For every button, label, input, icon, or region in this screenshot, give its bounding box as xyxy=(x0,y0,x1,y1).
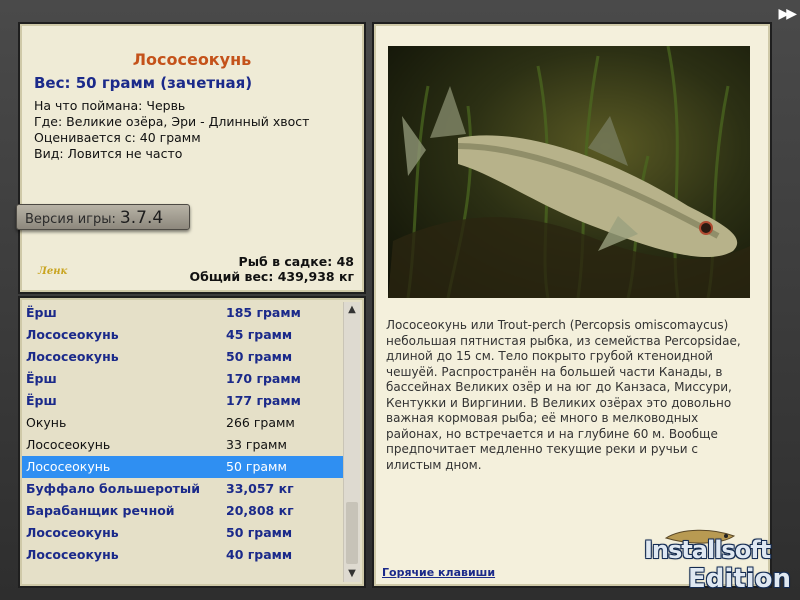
list-item-weight: 185 грамм xyxy=(226,305,301,320)
list-item[interactable] xyxy=(22,324,344,346)
catch-list-panel xyxy=(18,296,366,588)
list-item-name: Окунь xyxy=(26,415,67,430)
fish-info-panel xyxy=(18,22,366,294)
list-item[interactable] xyxy=(22,412,344,434)
list-item-name: Лососеокунь xyxy=(26,459,111,474)
fish-detail-panel xyxy=(372,22,772,588)
total-weight: Общий вес: 439,938 кг xyxy=(189,269,354,284)
list-item-name: Лососеокунь xyxy=(26,327,119,342)
fish-photo xyxy=(388,46,750,298)
caught-on: На что поймана: Червь xyxy=(34,98,186,113)
installsoft-logo xyxy=(632,524,800,600)
list-item-name: Ёрш xyxy=(26,371,57,386)
list-item-name: Лососеокунь xyxy=(26,547,119,562)
list-item-name: Лососеокунь xyxy=(26,437,111,452)
mini-logo: Ленк xyxy=(38,266,68,277)
catch-list xyxy=(22,302,344,566)
list-item-weight: 33,057 кг xyxy=(226,481,294,496)
list-item-weight: 50 грамм xyxy=(226,459,287,474)
version-label: Версия игры: xyxy=(25,212,116,227)
list-item-weight: 45 грамм xyxy=(226,327,293,342)
version-value: 3.7.4 xyxy=(119,208,164,228)
scroll-thumb[interactable] xyxy=(346,502,358,564)
list-scrollbar[interactable] xyxy=(343,302,360,582)
fish-count: Рыб в садке: 48 xyxy=(238,254,354,269)
fish-weight: Вес: 50 грамм (зачетная) xyxy=(34,74,253,92)
chevron-down-icon[interactable]: ▼ xyxy=(348,568,356,579)
list-item-weight: 50 грамм xyxy=(226,525,293,540)
list-item-weight: 20,808 кг xyxy=(226,503,294,518)
keepnet-stats xyxy=(190,254,355,284)
fish-name: Лососеокунь xyxy=(132,50,252,69)
list-item-name: Буффало большеротый xyxy=(26,481,200,496)
version-badge xyxy=(16,204,190,230)
list-item-weight: 40 грамм xyxy=(226,547,293,562)
list-item-weight: 177 грамм xyxy=(226,393,301,408)
trout-perch-image xyxy=(388,46,750,298)
fish-description: Лососеокунь или Trout-perch (Percopsis omiscomaycus) небольшая пятнистая рыбка, из семейства Percopsidae, длиной до 15 см. Тело покрыто грубой ктеноидной чешуёй. Распространён на большей части Канады, в бассейнах Великих озёр и на юг до Канзаса, Миссури, Кентукки и Виргинии. В Великих озёрах это довольно важная кормовая рыба; её много в мелководных районах, но встречается и на глубине 60 м. Вообще предпочитает медленно текущие реки и ручьи с илистым дном. xyxy=(386,318,741,472)
list-item-weight: 50 грамм xyxy=(226,349,293,364)
list-item-name: Лососеокунь xyxy=(26,525,119,540)
list-item[interactable] xyxy=(22,434,344,456)
list-item[interactable] xyxy=(22,302,344,324)
valued-from: Оценивается с: 40 грамм xyxy=(34,130,201,145)
list-item-name: Ёрш xyxy=(26,305,57,320)
chevron-up-icon[interactable]: ▲ xyxy=(348,304,356,315)
list-item-weight: 33 грамм xyxy=(226,437,287,452)
list-item-weight: 170 грамм xyxy=(226,371,301,386)
fast-forward-icon[interactable]: ▶▶ xyxy=(778,6,794,22)
list-item[interactable] xyxy=(22,500,344,522)
list-item[interactable] xyxy=(22,368,344,390)
list-item[interactable] xyxy=(22,346,344,368)
list-item[interactable] xyxy=(22,522,344,544)
logo-line-2: Edition xyxy=(688,564,791,594)
list-item[interactable] xyxy=(22,390,344,412)
list-item[interactable] xyxy=(22,544,344,566)
logo-line-1: Installsoft xyxy=(644,536,771,564)
list-item-name: Лососеокунь xyxy=(26,349,119,364)
catch-location: Где: Великие озёра, Эри - Длинный хвост xyxy=(34,114,310,129)
hotkeys-link[interactable]: Горячие клавиши xyxy=(382,566,496,579)
list-item[interactable] xyxy=(22,456,344,478)
list-item[interactable] xyxy=(22,478,344,500)
list-item-name: Ёрш xyxy=(26,393,57,408)
list-item-weight: 266 грамм xyxy=(226,415,295,430)
list-item-name: Барабанщик речной xyxy=(26,503,175,518)
fish-kind: Вид: Ловится не часто xyxy=(34,146,183,161)
